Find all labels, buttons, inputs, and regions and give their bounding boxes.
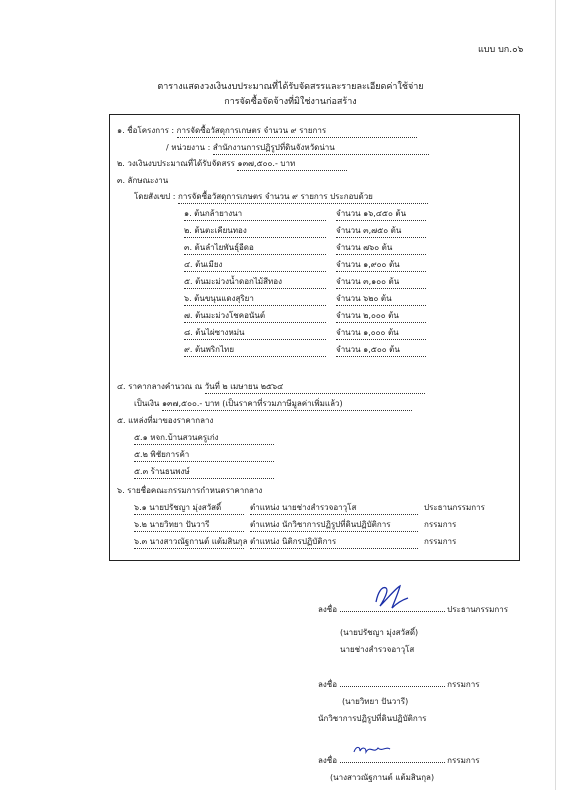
source-name: ๕.๓ ร้านธนพงษ์	[134, 465, 274, 479]
sign-position-member-1: นักวิชาการปฏิรูปที่ดินปฏิบัติการ	[318, 714, 427, 723]
project-row	[117, 124, 417, 138]
member-role: กรรมการ	[424, 537, 457, 546]
work-summary-row	[134, 190, 428, 204]
sign-role: ประธานกรรมการ	[447, 605, 508, 614]
committee-member	[134, 535, 485, 552]
median-amount-value: ๑๓๗,๕๐๐.- บาท (เป็นราคาที่รวมภาษีมูลค่าเพิ่มแล้ว)	[162, 397, 412, 411]
work-item-qty: จำนวน ๑,๕๐๐ ต้น	[336, 343, 426, 357]
sign-label: ลงชื่อ	[318, 680, 338, 689]
sign-name-chairman: (นายปรัชญา มุ่งสวัสดิ์)	[340, 628, 419, 637]
committee-list	[134, 501, 485, 552]
member-name: ๖.๒ นายวิทยา ปันวารี	[134, 518, 244, 532]
signature-row-member-2	[318, 754, 479, 767]
work-item-qty: จำนวน ๗๖๐ ต้น	[336, 241, 426, 255]
work-item	[184, 275, 426, 292]
work-summary-value: การจัดซื้อวัสดุการเกษตร จำนวน ๙ รายการ ประกอบด้วย	[178, 190, 428, 204]
sources-list	[134, 431, 274, 482]
source-item	[134, 431, 274, 448]
sign-label: ลงชื่อ	[318, 756, 338, 765]
sign-line	[340, 762, 445, 763]
work-item	[184, 292, 426, 309]
source-item	[134, 465, 274, 482]
committee-member	[134, 501, 485, 518]
sign-line	[340, 686, 445, 687]
agency-label: / หน่วยงาน :	[166, 143, 211, 152]
work-item-name: ๗. ต้นมะม่วงโชคอนันต์	[184, 309, 326, 323]
work-item-qty: จำนวน ๖๒๐ ต้น	[336, 292, 426, 306]
agency-value: สำนักงานการปฏิรูปที่ดินจังหวัดน่าน	[213, 141, 429, 155]
committee-label: ๖. รายชื่อคณะกรรมการกำหนดราคากลาง	[117, 486, 263, 495]
work-item-name: ๒. ต้นตะเคียนทอง	[184, 224, 326, 238]
member-role: กรรมการ	[424, 520, 457, 529]
work-item	[184, 207, 426, 224]
work-item	[184, 241, 426, 258]
work-item-name: ๑. ต้นกล้ายางนา	[184, 207, 326, 221]
work-item-qty: จำนวน ๓,๑๐๐ ต้น	[336, 275, 426, 289]
work-item-qty: จำนวน ๓,๗๕๐ ต้น	[336, 224, 426, 238]
work-item	[184, 224, 426, 241]
work-item-qty: จำนวน ๑,๐๐๐ ต้น	[336, 326, 426, 340]
sign-line	[340, 611, 445, 612]
work-item-qty: จำนวน ๒,๐๐๐ ต้น	[336, 309, 426, 323]
form-code: แบบ บก.๐๖	[478, 45, 524, 55]
member-name: ๖.๓ นางสาวณัฐกานต์ แต้มสินกุล	[134, 535, 244, 549]
work-item	[184, 326, 426, 343]
work-item	[184, 309, 426, 326]
sign-position-chairman: นายช่างสำรวจอาวุโส	[340, 645, 415, 654]
member-name: ๖.๑ นายปรัชญา มุ่งสวัสดิ์	[134, 501, 244, 515]
sign-label: ลงชื่อ	[318, 605, 338, 614]
work-item	[184, 343, 426, 360]
work-items-list	[184, 207, 426, 360]
sign-name-member-2: (นางสาวณัฐกานต์ แต้มสินกุล)	[330, 773, 435, 782]
source-item	[134, 448, 274, 465]
budget-label: ๒. วงเงินงบประมาณที่ได้รับจัดสรร	[117, 159, 235, 168]
project-label: ๑. ชื่อโครงการ :	[117, 126, 175, 135]
work-item-qty: จำนวน ๑๖,๔๕๐ ต้น	[336, 207, 426, 221]
source-name: ๕.๒ พิชัยการค้า	[134, 448, 274, 462]
work-item-name: ๓. ต้นลำไยพันธุ์อีดอ	[184, 241, 326, 255]
work-item	[184, 258, 426, 275]
median-amount-row	[134, 397, 412, 411]
budget-value: ๑๓๗,๕๐๐.- บาท	[237, 157, 347, 171]
member-position: ตำแหน่ง นิติกรปฏิบัติการ	[250, 535, 418, 549]
member-position: ตำแหน่ง นายช่างสำรวจอาวุโส	[250, 501, 418, 515]
member-position: ตำแหน่ง นักวิชาการปฏิรูปที่ดินปฏิบัติการ	[250, 518, 418, 532]
median-price-date: วันที่ ๒ เมษายน ๒๕๖๔	[205, 380, 425, 394]
signature-row-chairman	[318, 603, 508, 616]
work-item-qty: จำนวน ๑,๙๐๐ ต้น	[336, 258, 426, 272]
sign-role: กรรมการ	[447, 756, 480, 765]
work-nature-label: ๓. ลักษณะงาน	[117, 176, 169, 185]
title-line-2: การจัดซื้อจัดจ้างที่มิใช่งานก่อสร้าง	[224, 97, 357, 107]
work-item-name: ๔. ต้นเมียง	[184, 258, 326, 272]
sign-name-member-1: (นายวิทยา ปันวารี)	[342, 697, 409, 706]
work-item-name: ๙. ต้นพริกไทย	[184, 343, 326, 357]
member-role: ประธานกรรมการ	[424, 503, 485, 512]
committee-member	[134, 518, 485, 535]
source-name: ๕.๑ หจก.บ้านสวนครูเก่ง	[134, 431, 274, 445]
median-price-row	[117, 380, 425, 394]
work-item-name: ๖. ต้นขนุนแดงสุริยา	[184, 292, 326, 306]
work-item-name: ๕. ต้นมะม่วงน้ำดอกไม้สีทอง	[184, 275, 326, 289]
agency-row	[166, 141, 429, 155]
signature-row-member-1	[318, 678, 479, 691]
budget-row	[117, 157, 347, 171]
sources-label: ๕. แหล่งที่มาของราคากลาง	[117, 416, 214, 425]
sign-role: กรรมการ	[447, 680, 480, 689]
work-item-name: ๘. ต้นไผ่ซางหม่น	[184, 326, 326, 340]
project-value: การจัดซื้อวัสดุการเกษตร จำนวน ๙ รายการ	[177, 124, 417, 138]
median-price-label: ๔. ราคากลางคำนวณ ณ	[117, 382, 203, 391]
median-amount-label: เป็นเงิน	[134, 399, 160, 408]
page-edge-shadow	[555, 0, 556, 790]
work-summary-label: โดยสังเขป :	[134, 192, 176, 201]
title-line-1: ตารางแสดงวงเงินงบประมาณที่ได้รับจัดสรรและรายละเอียดค่าใช้จ่าย	[157, 82, 424, 92]
